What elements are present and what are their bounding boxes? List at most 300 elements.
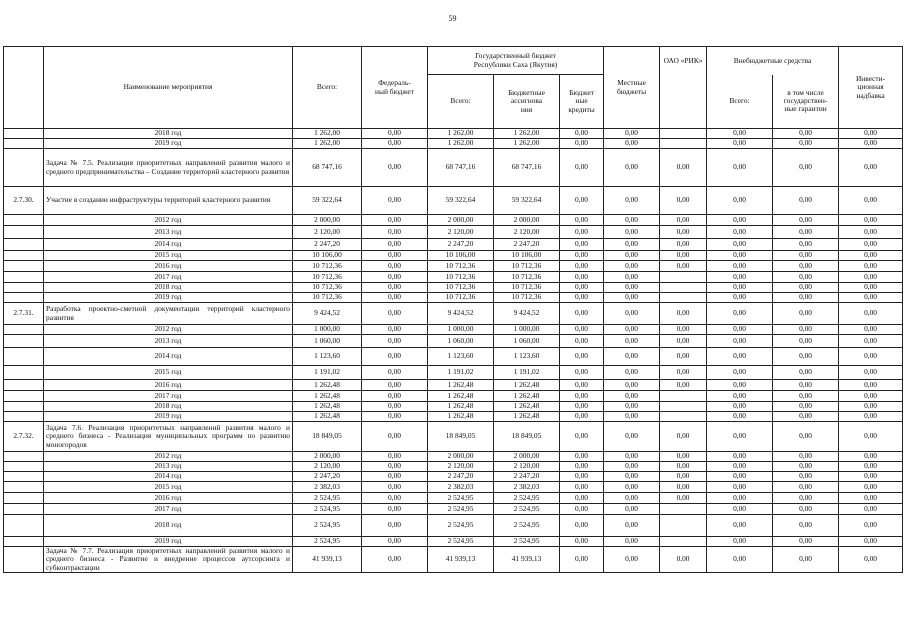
row-name: 2018 год: [44, 129, 293, 139]
cell-state-alloc: 1 191,02: [494, 366, 560, 380]
cell-offbudget-total: 0,00: [707, 226, 773, 239]
row-code: 2.7.30.: [4, 187, 44, 215]
cell-state-total: 18 849,05: [428, 422, 494, 452]
cell-investment: 0,00: [839, 515, 903, 537]
cell-state-alloc: 1 262,00: [494, 129, 560, 139]
cell-state-total: 2 247,20: [428, 472, 494, 482]
cell-state-total: 10 712,36: [428, 293, 494, 303]
cell-rik: [660, 537, 707, 547]
cell-investment: 0,00: [839, 226, 903, 239]
cell-rik: 0,00: [660, 261, 707, 272]
cell-state-credit: 0,00: [560, 348, 604, 366]
row-code: [4, 261, 44, 272]
cell-investment: 0,00: [839, 139, 903, 149]
year-row: [4, 493, 903, 504]
row-name: 2012 год: [44, 452, 293, 462]
cell-offbudget-guarantees: 0,00: [773, 139, 839, 149]
cell-total: 10 712,36: [293, 272, 362, 283]
cell-state-alloc: 1 123,60: [494, 348, 560, 366]
row-name: 2013 год: [44, 462, 293, 472]
cell-offbudget-total: 0,00: [707, 504, 773, 515]
cell-offbudget-total: 0,00: [707, 283, 773, 293]
row-code: [4, 482, 44, 493]
cell-state-total: 9 424,52: [428, 303, 494, 325]
cell-investment: 0,00: [839, 335, 903, 348]
row-code: [4, 139, 44, 149]
cell-rik: 0,00: [660, 462, 707, 472]
cell-state-alloc: 10 712,36: [494, 293, 560, 303]
cell-state-total: 1 262,48: [428, 412, 494, 422]
cell-rik: 0,00: [660, 452, 707, 462]
cell-total: 10 712,36: [293, 261, 362, 272]
row-name: Задача 7.6. Реализация приоритетных направлений развития малого и среднего бизнеса - Реализация муниципальных программ по развитию моногородов: [44, 422, 293, 452]
row-name: 2015 год: [44, 251, 293, 261]
cell-investment: 0,00: [839, 391, 903, 402]
cell-total: 1 262,00: [293, 139, 362, 149]
cell-federal: 0,00: [362, 226, 428, 239]
cell-federal: 0,00: [362, 380, 428, 391]
cell-local: 0,00: [604, 422, 660, 452]
cell-state-total: 10 712,36: [428, 272, 494, 283]
row-name: 2012 год: [44, 325, 293, 335]
cell-rik: [660, 293, 707, 303]
row-code: [4, 547, 44, 573]
cell-state-alloc: 1 262,48: [494, 402, 560, 412]
cell-state-credit: 0,00: [560, 149, 604, 187]
row-name: 2019 год: [44, 293, 293, 303]
cell-federal: 0,00: [362, 261, 428, 272]
cell-offbudget-guarantees: 0,00: [773, 149, 839, 187]
row-name: 2016 год: [44, 261, 293, 272]
cell-state-credit: 0,00: [560, 380, 604, 391]
row-code: [4, 504, 44, 515]
cell-investment: 0,00: [839, 504, 903, 515]
cell-investment: 0,00: [839, 303, 903, 325]
cell-rik: [660, 283, 707, 293]
cell-rik: 0,00: [660, 303, 707, 325]
year-row: [4, 452, 903, 462]
cell-investment: 0,00: [839, 547, 903, 573]
cell-federal: 0,00: [362, 547, 428, 573]
cell-offbudget-guarantees: 0,00: [773, 348, 839, 366]
header-state-credit: Бюджет ные кредиты: [560, 75, 604, 129]
cell-total: 2 247,20: [293, 239, 362, 251]
cell-local: 0,00: [604, 335, 660, 348]
cell-rik: 0,00: [660, 251, 707, 261]
cell-federal: 0,00: [362, 129, 428, 139]
cell-rik: 0,00: [660, 215, 707, 226]
cell-state-credit: 0,00: [560, 272, 604, 283]
cell-offbudget-total: 0,00: [707, 348, 773, 366]
year-row: [4, 226, 903, 239]
cell-offbudget-total: 0,00: [707, 129, 773, 139]
cell-state-total: 59 322,64: [428, 187, 494, 215]
cell-rik: [660, 272, 707, 283]
row-code: [4, 412, 44, 422]
cell-investment: 0,00: [839, 493, 903, 504]
header-offbudget-total: Всего:: [707, 75, 773, 129]
year-row: [4, 215, 903, 226]
cell-state-credit: 0,00: [560, 303, 604, 325]
cell-state-total: 10 712,36: [428, 261, 494, 272]
row-code: [4, 215, 44, 226]
cell-local: 0,00: [604, 472, 660, 482]
year-row: [4, 402, 903, 412]
year-row: [4, 272, 903, 283]
cell-offbudget-guarantees: 0,00: [773, 335, 839, 348]
header-offbudget: Внебюджетные средства: [707, 47, 839, 75]
cell-offbudget-total: 0,00: [707, 293, 773, 303]
cell-state-alloc: 2 382,03: [494, 482, 560, 493]
cell-rik: [660, 129, 707, 139]
row-name: 2015 год: [44, 366, 293, 380]
header-federal: Федераль- ный бюджет: [362, 47, 428, 129]
cell-offbudget-guarantees: 0,00: [773, 472, 839, 482]
cell-total: 18 849,05: [293, 422, 362, 452]
cell-total: 1 000,00: [293, 325, 362, 335]
cell-state-alloc: 2 524,95: [494, 493, 560, 504]
cell-state-alloc: 68 747,16: [494, 149, 560, 187]
cell-rik: 0,00: [660, 380, 707, 391]
cell-federal: 0,00: [362, 149, 428, 187]
cell-offbudget-guarantees: 0,00: [773, 402, 839, 412]
cell-local: 0,00: [604, 504, 660, 515]
cell-offbudget-total: 0,00: [707, 380, 773, 391]
cell-investment: 0,00: [839, 215, 903, 226]
cell-offbudget-total: 0,00: [707, 402, 773, 412]
cell-state-total: 1 262,48: [428, 380, 494, 391]
cell-federal: 0,00: [362, 215, 428, 226]
cell-state-credit: 0,00: [560, 215, 604, 226]
cell-federal: 0,00: [362, 462, 428, 472]
cell-offbudget-total: 0,00: [707, 303, 773, 325]
cell-state-alloc: 1 262,48: [494, 391, 560, 402]
cell-local: 0,00: [604, 493, 660, 504]
cell-state-alloc: 2 000,00: [494, 452, 560, 462]
year-row: [4, 366, 903, 380]
row-code: [4, 239, 44, 251]
cell-offbudget-guarantees: 0,00: [773, 422, 839, 452]
year-row: [4, 348, 903, 366]
cell-rik: 0,00: [660, 149, 707, 187]
cell-federal: 0,00: [362, 493, 428, 504]
cell-state-alloc: 1 262,48: [494, 380, 560, 391]
cell-offbudget-total: 0,00: [707, 515, 773, 537]
cell-investment: 0,00: [839, 462, 903, 472]
cell-investment: 0,00: [839, 402, 903, 412]
cell-offbudget-guarantees: 0,00: [773, 129, 839, 139]
row-name: 2013 год: [44, 335, 293, 348]
cell-offbudget-guarantees: 0,00: [773, 412, 839, 422]
cell-state-credit: 0,00: [560, 452, 604, 462]
row-name: 2016 год: [44, 493, 293, 504]
cell-local: 0,00: [604, 149, 660, 187]
budget-table: [3, 46, 903, 573]
year-row: [4, 391, 903, 402]
cell-state-alloc: 59 322,64: [494, 187, 560, 215]
cell-investment: 0,00: [839, 380, 903, 391]
year-row: [4, 261, 903, 272]
cell-local: 0,00: [604, 391, 660, 402]
cell-offbudget-guarantees: 0,00: [773, 215, 839, 226]
table-header: [4, 47, 903, 129]
cell-state-credit: 0,00: [560, 462, 604, 472]
cell-investment: 0,00: [839, 422, 903, 452]
cell-state-alloc: 2 524,95: [494, 537, 560, 547]
cell-state-credit: 0,00: [560, 239, 604, 251]
year-row: [4, 515, 903, 537]
cell-offbudget-total: 0,00: [707, 335, 773, 348]
year-row: [4, 335, 903, 348]
cell-investment: 0,00: [839, 452, 903, 462]
cell-offbudget-guarantees: 0,00: [773, 366, 839, 380]
cell-investment: 0,00: [839, 412, 903, 422]
cell-investment: 0,00: [839, 239, 903, 251]
cell-state-total: 10 712,36: [428, 283, 494, 293]
cell-state-total: 2 120,00: [428, 462, 494, 472]
cell-state-credit: 0,00: [560, 482, 604, 493]
row-code: [4, 129, 44, 139]
cell-offbudget-total: 0,00: [707, 493, 773, 504]
task-row: [4, 149, 903, 187]
cell-offbudget-total: 0,00: [707, 462, 773, 472]
row-name: 2017 год: [44, 504, 293, 515]
cell-state-alloc: 9 424,52: [494, 303, 560, 325]
cell-state-alloc: 10 712,36: [494, 261, 560, 272]
cell-state-total: 1 262,48: [428, 402, 494, 412]
cell-offbudget-guarantees: 0,00: [773, 283, 839, 293]
cell-state-credit: 0,00: [560, 226, 604, 239]
cell-local: 0,00: [604, 412, 660, 422]
row-code: 2.7.31.: [4, 303, 44, 325]
cell-state-total: 2 000,00: [428, 215, 494, 226]
cell-offbudget-total: 0,00: [707, 537, 773, 547]
cell-total: 10 712,36: [293, 283, 362, 293]
cell-state-credit: 0,00: [560, 325, 604, 335]
cell-state-credit: 0,00: [560, 139, 604, 149]
cell-rik: 0,00: [660, 422, 707, 452]
cell-state-total: 2 247,20: [428, 239, 494, 251]
year-row: [4, 482, 903, 493]
cell-total: 2 120,00: [293, 462, 362, 472]
cell-federal: 0,00: [362, 412, 428, 422]
cell-offbudget-total: 0,00: [707, 251, 773, 261]
row-name: 2016 год: [44, 380, 293, 391]
cell-offbudget-guarantees: 0,00: [773, 452, 839, 462]
cell-offbudget-total: 0,00: [707, 452, 773, 462]
cell-state-total: 1 191,02: [428, 366, 494, 380]
cell-total: 41 939,13: [293, 547, 362, 573]
cell-offbudget-total: 0,00: [707, 325, 773, 335]
cell-state-alloc: 2 524,95: [494, 504, 560, 515]
cell-state-credit: 0,00: [560, 493, 604, 504]
cell-federal: 0,00: [362, 482, 428, 493]
cell-local: 0,00: [604, 139, 660, 149]
year-row: [4, 325, 903, 335]
cell-federal: 0,00: [362, 402, 428, 412]
cell-offbudget-guarantees: 0,00: [773, 187, 839, 215]
cell-state-credit: 0,00: [560, 412, 604, 422]
cell-offbudget-guarantees: 0,00: [773, 293, 839, 303]
row-code: [4, 283, 44, 293]
cell-offbudget-guarantees: 0,00: [773, 482, 839, 493]
cell-state-alloc: 10 712,36: [494, 272, 560, 283]
cell-local: 0,00: [604, 452, 660, 462]
cell-local: 0,00: [604, 283, 660, 293]
cell-offbudget-guarantees: 0,00: [773, 325, 839, 335]
cell-investment: 0,00: [839, 537, 903, 547]
row-name: 2014 год: [44, 348, 293, 366]
cell-federal: 0,00: [362, 422, 428, 452]
cell-state-total: 68 747,16: [428, 149, 494, 187]
cell-state-credit: 0,00: [560, 335, 604, 348]
row-name: 2017 год: [44, 391, 293, 402]
row-name: 2019 год: [44, 139, 293, 149]
cell-local: 0,00: [604, 261, 660, 272]
cell-offbudget-guarantees: 0,00: [773, 272, 839, 283]
cell-offbudget-guarantees: 0,00: [773, 239, 839, 251]
cell-investment: 0,00: [839, 293, 903, 303]
cell-investment: 0,00: [839, 261, 903, 272]
cell-state-total: 1 262,48: [428, 391, 494, 402]
cell-state-total: 10 106,00: [428, 251, 494, 261]
row-name: 2018 год: [44, 283, 293, 293]
row-code: [4, 149, 44, 187]
year-row: [4, 139, 903, 149]
row-code: [4, 472, 44, 482]
cell-federal: 0,00: [362, 335, 428, 348]
cell-rik: [660, 391, 707, 402]
cell-offbudget-total: 0,00: [707, 149, 773, 187]
row-code: [4, 325, 44, 335]
cell-federal: 0,00: [362, 515, 428, 537]
cell-local: 0,00: [604, 482, 660, 493]
cell-state-total: 2 120,00: [428, 226, 494, 239]
cell-state-credit: 0,00: [560, 504, 604, 515]
row-code: [4, 402, 44, 412]
cell-state-credit: 0,00: [560, 251, 604, 261]
cell-rik: [660, 139, 707, 149]
cell-rik: 0,00: [660, 493, 707, 504]
year-row: [4, 293, 903, 303]
cell-total: 1 262,00: [293, 129, 362, 139]
cell-state-total: 1 123,60: [428, 348, 494, 366]
cell-local: 0,00: [604, 348, 660, 366]
cell-total: 2 524,95: [293, 504, 362, 515]
year-row: [4, 504, 903, 515]
cell-federal: 0,00: [362, 504, 428, 515]
cell-total: 1 123,60: [293, 348, 362, 366]
row-name: Участие в создании инфраструктуры территорий кластерного развития: [44, 187, 293, 215]
cell-state-alloc: 2 120,00: [494, 462, 560, 472]
row-code: [4, 515, 44, 537]
cell-offbudget-total: 0,00: [707, 391, 773, 402]
year-row: [4, 472, 903, 482]
cell-local: 0,00: [604, 251, 660, 261]
cell-investment: 0,00: [839, 472, 903, 482]
cell-federal: 0,00: [362, 303, 428, 325]
cell-offbudget-total: 0,00: [707, 412, 773, 422]
cell-offbudget-guarantees: 0,00: [773, 504, 839, 515]
cell-state-alloc: 2 000,00: [494, 215, 560, 226]
cell-federal: 0,00: [362, 293, 428, 303]
cell-state-total: 2 524,95: [428, 537, 494, 547]
cell-offbudget-total: 0,00: [707, 139, 773, 149]
year-row: [4, 380, 903, 391]
header-local: Местные бюджеты: [604, 47, 660, 129]
cell-state-alloc: 18 849,05: [494, 422, 560, 452]
cell-state-total: 1 262,00: [428, 139, 494, 149]
cell-federal: 0,00: [362, 139, 428, 149]
cell-state-credit: 0,00: [560, 515, 604, 537]
cell-local: 0,00: [604, 325, 660, 335]
year-row: [4, 129, 903, 139]
cell-offbudget-guarantees: 0,00: [773, 515, 839, 537]
row-code: [4, 380, 44, 391]
cell-local: 0,00: [604, 129, 660, 139]
cell-state-credit: 0,00: [560, 283, 604, 293]
row-code: [4, 462, 44, 472]
row-name: 2012 год: [44, 215, 293, 226]
header-rik: ОАО «РИК»: [660, 47, 707, 129]
cell-local: 0,00: [604, 187, 660, 215]
cell-state-credit: 0,00: [560, 391, 604, 402]
cell-state-total: 2 524,95: [428, 504, 494, 515]
cell-rik: 0,00: [660, 348, 707, 366]
cell-state-alloc: 41 939,13: [494, 547, 560, 573]
cell-local: 0,00: [604, 462, 660, 472]
cell-investment: 0,00: [839, 272, 903, 283]
row-code: [4, 272, 44, 283]
cell-local: 0,00: [604, 239, 660, 251]
row-code: [4, 226, 44, 239]
cell-rik: 0,00: [660, 187, 707, 215]
cell-rik: 0,00: [660, 325, 707, 335]
cell-total: 10 712,36: [293, 293, 362, 303]
cell-total: 2 524,95: [293, 493, 362, 504]
cell-state-alloc: 1 000,00: [494, 325, 560, 335]
cell-state-credit: 0,00: [560, 366, 604, 380]
cell-local: 0,00: [604, 547, 660, 573]
cell-state-credit: 0,00: [560, 472, 604, 482]
year-row: [4, 251, 903, 261]
cell-total: 2 382,03: [293, 482, 362, 493]
cell-investment: 0,00: [839, 251, 903, 261]
cell-total: 9 424,52: [293, 303, 362, 325]
cell-offbudget-guarantees: 0,00: [773, 380, 839, 391]
cell-offbudget-total: 0,00: [707, 215, 773, 226]
cell-local: 0,00: [604, 272, 660, 283]
cell-investment: 0,00: [839, 129, 903, 139]
cell-offbudget-total: 0,00: [707, 422, 773, 452]
cell-state-credit: 0,00: [560, 187, 604, 215]
cell-rik: 0,00: [660, 472, 707, 482]
cell-state-credit: 0,00: [560, 293, 604, 303]
row-name: 2019 год: [44, 412, 293, 422]
cell-rik: [660, 504, 707, 515]
cell-offbudget-total: 0,00: [707, 239, 773, 251]
cell-total: 1 262,48: [293, 380, 362, 391]
cell-offbudget-total: 0,00: [707, 482, 773, 493]
cell-federal: 0,00: [362, 272, 428, 283]
row-code: [4, 366, 44, 380]
row-name: Разработка проектно-сметной документации территорий кластерного развития: [44, 303, 293, 325]
cell-offbudget-total: 0,00: [707, 547, 773, 573]
header-state-alloc: Бюджетные ассигнова ния: [494, 75, 560, 129]
cell-total: 68 747,16: [293, 149, 362, 187]
row-name: 2013 год: [44, 226, 293, 239]
cell-offbudget-guarantees: 0,00: [773, 251, 839, 261]
